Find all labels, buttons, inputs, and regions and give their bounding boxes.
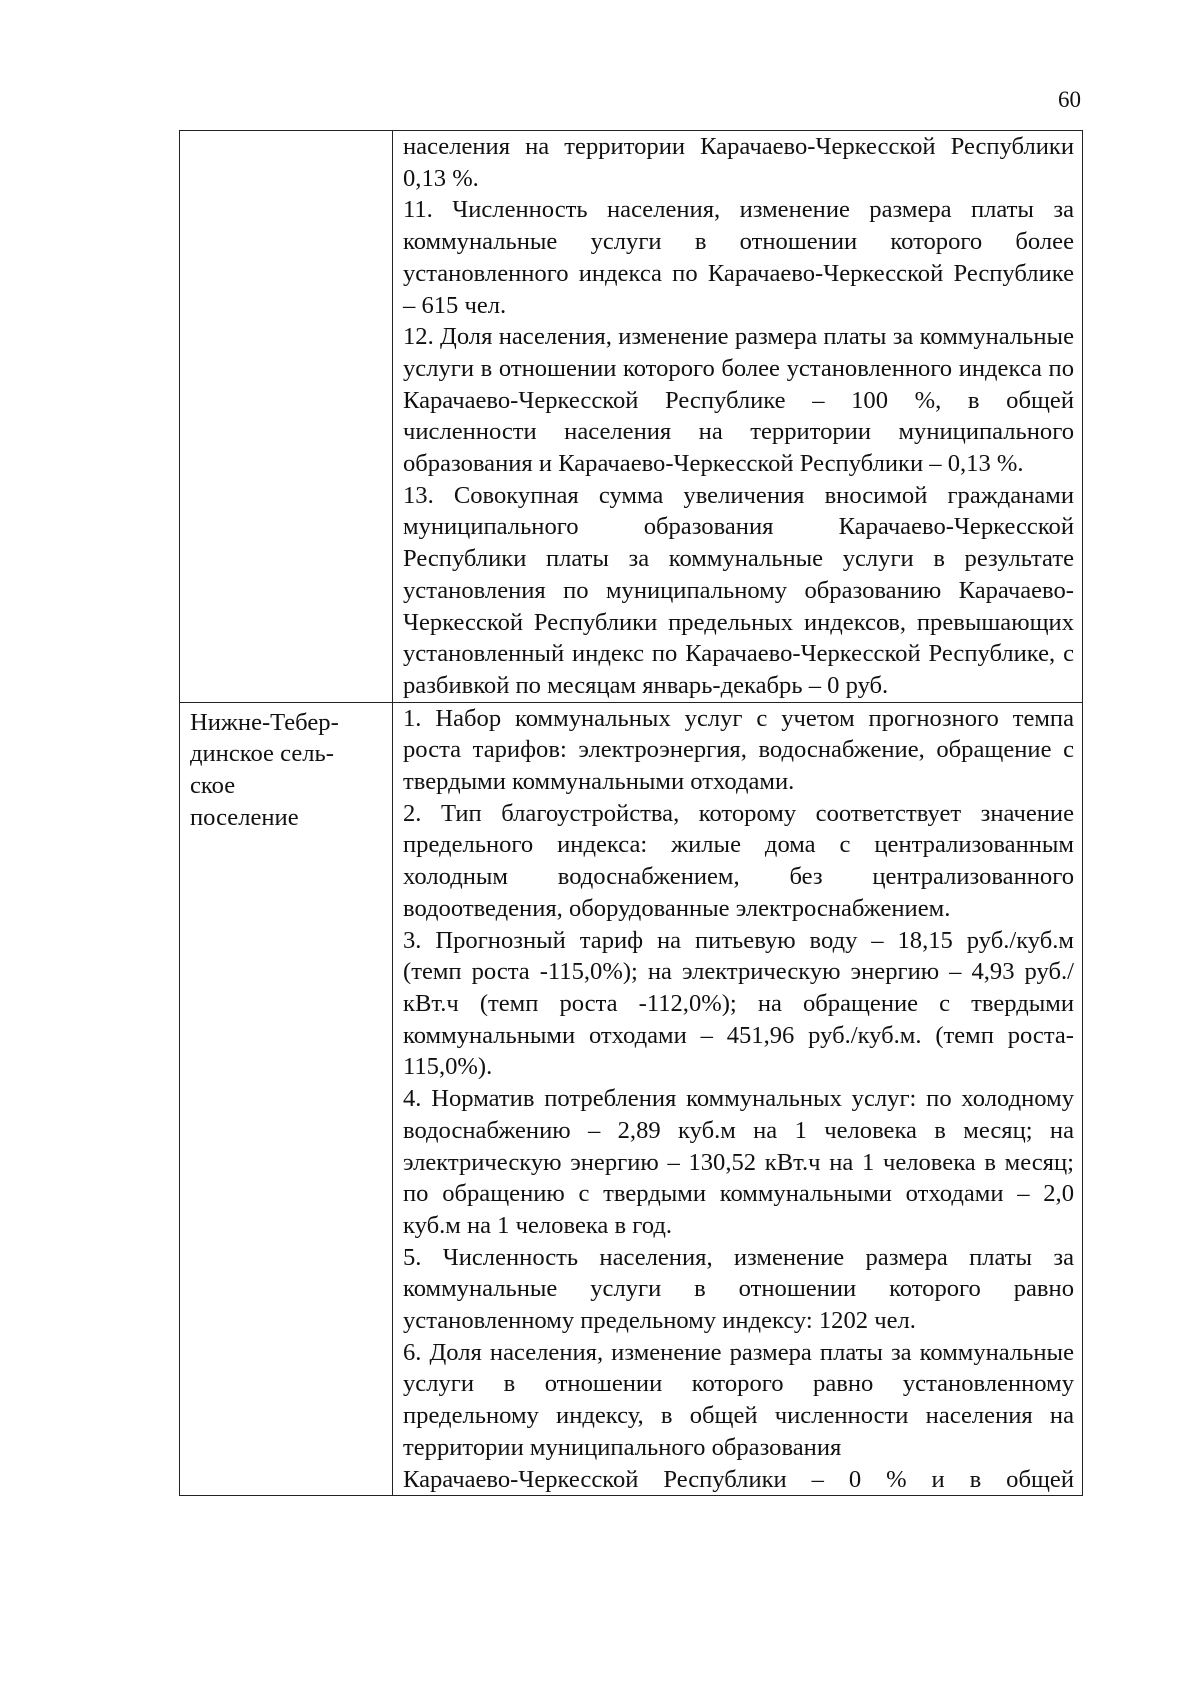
indicator-paragraph: 2. Тип благоустройства, которому соответствует значение предельного индекса: жилые дома с централизованным холодным водоснабжением, без централизованного водоотведения, оборудованные электроснабжением. xyxy=(403,799,1074,922)
settlement-name-cell xyxy=(180,131,393,703)
page-number: 60 xyxy=(1058,87,1081,112)
indicator-paragraph: 12. Доля населения, изменение размера платы за коммунальные услуги в отношении которого более установленного индекса по Карачаево-Черкесской Республике – 100 %, в общей численности населения на территории муниципального образования и Карачаево-Черкесской Республики – 0,13 %. xyxy=(403,323,1074,478)
indicator-paragraph: 4. Норматив потребления коммунальных услуг: по холодному водоснабжению – 2,89 куб.м на 1 человека в месяц; на электрическую энергию – 130,52 кВт.ч на 1 человека в месяц; по обращению с твердыми коммунальными отходами – 2,0 куб.м на 1 человека в год. xyxy=(403,1085,1074,1239)
indicator-paragraph: 1. Набор коммунальных услуг с учетом прогнозного темпа роста тарифов: электроэнергия, водоснабжение, обращение с твердыми коммунальными отходами. xyxy=(403,704,1074,796)
settlement-name-line: поселение xyxy=(190,803,299,831)
table-row xyxy=(180,702,1083,1496)
settlement-name-line: динское сель- xyxy=(190,740,334,768)
settlement-name-line: Нижне-Тебер- xyxy=(190,708,339,736)
table-row xyxy=(180,131,1083,703)
indicator-paragraph: 5. Численность населения, изменение размера платы за коммунальные услуги в отношении которого равно установленному предельному индексу: 1202 чел. xyxy=(403,1243,1074,1335)
indicators-cell xyxy=(393,702,1083,1496)
indicator-paragraph: 13. Совокупная сумма увеличения вносимой гражданами муниципального образования Карачаево-Черкесской Республики платы за коммунальные услуги в результате установления по муниципальному образованию Карачаево-Черкесской Республики предельных индексов, превышающих установленный индекс по Карачаево-Черкесской Республике, с разбивкой по месяцам январь-декабрь – 0 руб. xyxy=(403,481,1074,699)
indicator-paragraph: 3. Прогнозный тариф на питьевую воду – 18,15 руб./куб.м (темп роста -115,0%); на электрическую энергию – 4,93 руб./кВт.ч (темп роста -112,0%); на обращение с твердыми коммунальными отходами – 451,96 руб./куб.м. (темп роста- 115,0%). xyxy=(403,926,1074,1081)
settlement-name-line: ское xyxy=(190,772,236,800)
continued-text-line: Карачаево-Черкесской Республики – 0 % и в общей xyxy=(403,1465,1074,1493)
settlement-name-cell xyxy=(180,702,393,1496)
indicator-paragraph: 6. Доля населения, изменение размера платы за коммунальные услуги в отношении которого равно установленному предельному индексу, в общей численности населения на территории муниципального образования xyxy=(403,1338,1074,1461)
indicator-paragraph: населения на территории Карачаево-Черкесской Республики 0,13 %. xyxy=(403,133,1074,192)
document-table xyxy=(179,130,1083,1496)
indicators-cell xyxy=(393,131,1083,703)
indicator-paragraph: 11. Численность населения, изменение размера платы за коммунальные услуги в отношении которого более установленного индекса по Карачаево-Черкесской Республике – 615 чел. xyxy=(403,196,1074,319)
